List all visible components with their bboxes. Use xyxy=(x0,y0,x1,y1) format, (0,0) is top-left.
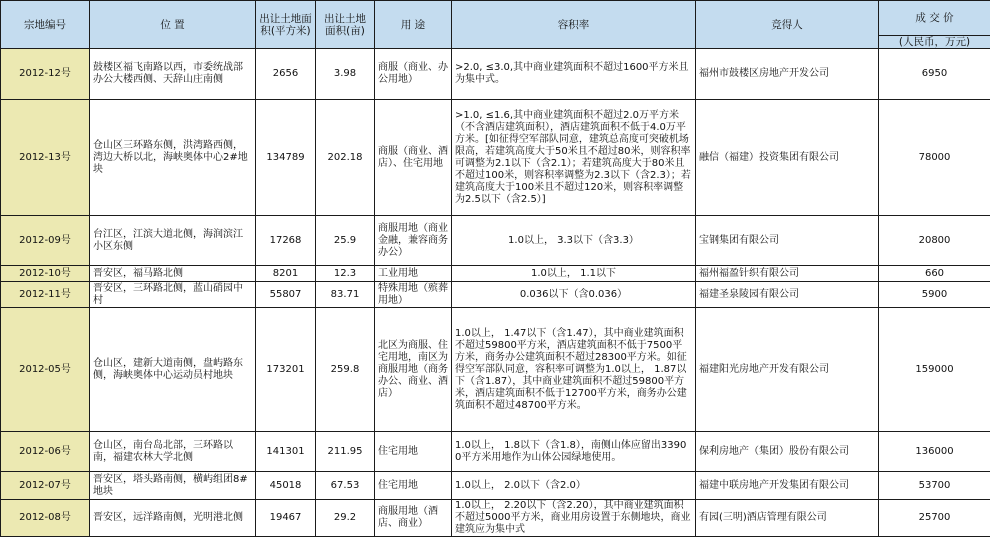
parcel-price: 660 xyxy=(879,266,990,282)
parcel-far: 0.036以下（含0.036） xyxy=(452,282,696,308)
parcel-area-sqm: 134789 xyxy=(256,100,316,216)
parcel-use: 商服用地（商业金融，兼容商务办公） xyxy=(375,216,452,266)
parcel-use: 特殊用地（殡葬用地） xyxy=(375,282,452,308)
parcel-far: 1.0以上， 1.47以下（含1.47），其中商业建筑面积不超过59800平方米，酒店建筑面积不低于7500平方米，商务办公建筑面积不超过28300平方米。如征得空军部队同意，容积率可调整为1.0以上， 1.87以下（含1.87），其中商业建筑面积不超过59800平方米，酒店建筑面积不低于12700平方米，商务办公建筑面积不超过48700平方米。 xyxy=(452,308,696,432)
parcel-use: 住宅用地 xyxy=(375,472,452,500)
parcel-id: 2012-12号 xyxy=(1,49,90,100)
parcel-location: 晋安区，远洋路南侧，光明港北侧 xyxy=(90,500,256,537)
header-area-mu: 出让土地面积(亩) xyxy=(316,1,375,49)
parcel-location: 仓山区，南台岛北部，三环路以南，福建农林大学北侧 xyxy=(90,432,256,472)
parcel-area-sqm: 173201 xyxy=(256,308,316,432)
parcel-far: >1.0, ≤1.6,其中商业建筑面积不超过2.0万平方米（不含酒店建筑面积），酒店建筑面积不低于4.0万平方米。[如征得空军部队同意，建筑总高度可突破机场限高，若建筑高度大于50米且不超过80米，则容积率可调整为2.1以下（含2.1）；若建筑高度大于80米且不超过100米，则容积率调整为2.3以下（含2.3）；若建筑高度大于100米且不超过120米，则容积率调整为2.5以下（含2.5）] xyxy=(452,100,696,216)
parcel-area-mu: 12.3 xyxy=(316,266,375,282)
parcel-area-sqm: 2656 xyxy=(256,49,316,100)
parcel-id: 2012-11号 xyxy=(1,282,90,308)
parcel-location: 台江区，江滨大道北侧，海润滨江小区东侧 xyxy=(90,216,256,266)
parcel-use: 商服用地（酒店、商业） xyxy=(375,500,452,537)
parcel-area-mu: 25.9 xyxy=(316,216,375,266)
parcel-area-sqm: 19467 xyxy=(256,500,316,537)
parcel-area-mu: 29.2 xyxy=(316,500,375,537)
parcel-winner: 保利房地产（集团）股份有限公司 xyxy=(696,432,879,472)
parcel-far: >2.0, ≤3.0,其中商业建筑面积不超过1600平方米且为集中式。 xyxy=(452,49,696,100)
parcel-winner: 福州市鼓楼区房地产开发公司 xyxy=(696,49,879,100)
table-row xyxy=(1,216,990,266)
parcel-location: 仓山区，建新大道南侧，盘屿路东侧，海峡奥体中心运动员村地块 xyxy=(90,308,256,432)
parcel-price: 20800 xyxy=(879,216,990,266)
parcel-far: 1.0以上， 2.0以下（含2.0） xyxy=(452,472,696,500)
parcel-area-mu: 259.8 xyxy=(316,308,375,432)
table-row xyxy=(1,100,990,216)
parcel-winner: 福州福盈针织有限公司 xyxy=(696,266,879,282)
parcel-price: 136000 xyxy=(879,432,990,472)
parcel-location: 晋安区，三环路北侧，蓝山硝园中村 xyxy=(90,282,256,308)
header-area-sqm: 出让土地面积(平方米) xyxy=(256,1,316,49)
header-price: 成 交 价 xyxy=(879,1,990,36)
parcel-price: 159000 xyxy=(879,308,990,432)
header-id: 宗地编号 xyxy=(1,1,90,49)
table-row xyxy=(1,49,990,100)
header-winner: 竞得人 xyxy=(696,1,879,49)
parcel-use: 住宅用地 xyxy=(375,432,452,472)
parcel-area-sqm: 17268 xyxy=(256,216,316,266)
table-row xyxy=(1,266,990,282)
parcel-winner: 福建圣泉陵园有限公司 xyxy=(696,282,879,308)
parcel-area-sqm: 141301 xyxy=(256,432,316,472)
parcel-area-mu: 211.95 xyxy=(316,432,375,472)
parcel-area-sqm: 45018 xyxy=(256,472,316,500)
parcel-far: 1.0以上， 1.1以下 xyxy=(452,266,696,282)
parcel-id: 2012-10号 xyxy=(1,266,90,282)
parcel-location: 晋安区，塔头路南侧，横屿组团8#地块 xyxy=(90,472,256,500)
parcel-location: 仓山区三环路东侧，洪湾路西侧，湾边大桥以北，海峡奥体中心2#地块 xyxy=(90,100,256,216)
parcel-winner: 福建阳光房地产开发有限公司 xyxy=(696,308,879,432)
parcel-id: 2012-08号 xyxy=(1,500,90,537)
parcel-use: 工业用地 xyxy=(375,266,452,282)
table-row xyxy=(1,472,990,500)
table-row xyxy=(1,432,990,472)
parcel-use: 北区为商服、住宅用地，南区为商服用地（商务办公、商业、酒店） xyxy=(375,308,452,432)
parcel-id: 2012-13号 xyxy=(1,100,90,216)
parcel-winner: 有园(三明)酒店管理有限公司 xyxy=(696,500,879,537)
parcel-winner: 宝钢集团有限公司 xyxy=(696,216,879,266)
parcel-far: 1.0以上， 1.8以下（含1.8），南侧山体应留出33900平方米用地作为山体公园绿地使用。 xyxy=(452,432,696,472)
table-row xyxy=(1,500,990,537)
table-row xyxy=(1,282,990,308)
parcel-use: 商服（商业、办公用地） xyxy=(375,49,452,100)
parcel-use: 商服（商业、酒店）、住宅用地 xyxy=(375,100,452,216)
parcel-area-sqm: 55807 xyxy=(256,282,316,308)
parcel-id: 2012-09号 xyxy=(1,216,90,266)
parcel-id: 2012-06号 xyxy=(1,432,90,472)
table-row xyxy=(1,308,990,432)
header-price-unit: (人民币，万元) xyxy=(879,36,990,49)
header-location: 位 置 xyxy=(90,1,256,49)
parcel-location: 鼓楼区福飞南路以西，市委统战部办公大楼西侧、天辞山庄南侧 xyxy=(90,49,256,100)
parcel-area-mu: 3.98 xyxy=(316,49,375,100)
parcel-location: 晋安区，福马路北侧 xyxy=(90,266,256,282)
parcel-far: 1.0以上， 2.20以下（含2.20），其中商业建筑面积不超过5000平方米，商业用房设置于东侧地块，商业建筑应为集中式 xyxy=(452,500,696,537)
parcel-area-mu: 202.18 xyxy=(316,100,375,216)
parcel-price: 25700 xyxy=(879,500,990,537)
parcel-id: 2012-05号 xyxy=(1,308,90,432)
parcel-price: 6950 xyxy=(879,49,990,100)
header-far: 容积率 xyxy=(452,1,696,49)
parcel-winner: 融信（福建）投资集团有限公司 xyxy=(696,100,879,216)
parcel-far: 1.0以上， 3.3以下（含3.3） xyxy=(452,216,696,266)
parcel-winner: 福建中联房地产开发集团有限公司 xyxy=(696,472,879,500)
parcel-price: 5900 xyxy=(879,282,990,308)
parcel-area-sqm: 8201 xyxy=(256,266,316,282)
parcel-area-mu: 67.53 xyxy=(316,472,375,500)
parcel-id: 2012-07号 xyxy=(1,472,90,500)
parcel-price: 53700 xyxy=(879,472,990,500)
parcel-area-mu: 83.71 xyxy=(316,282,375,308)
parcel-price: 78000 xyxy=(879,100,990,216)
header-use: 用 途 xyxy=(375,1,452,49)
